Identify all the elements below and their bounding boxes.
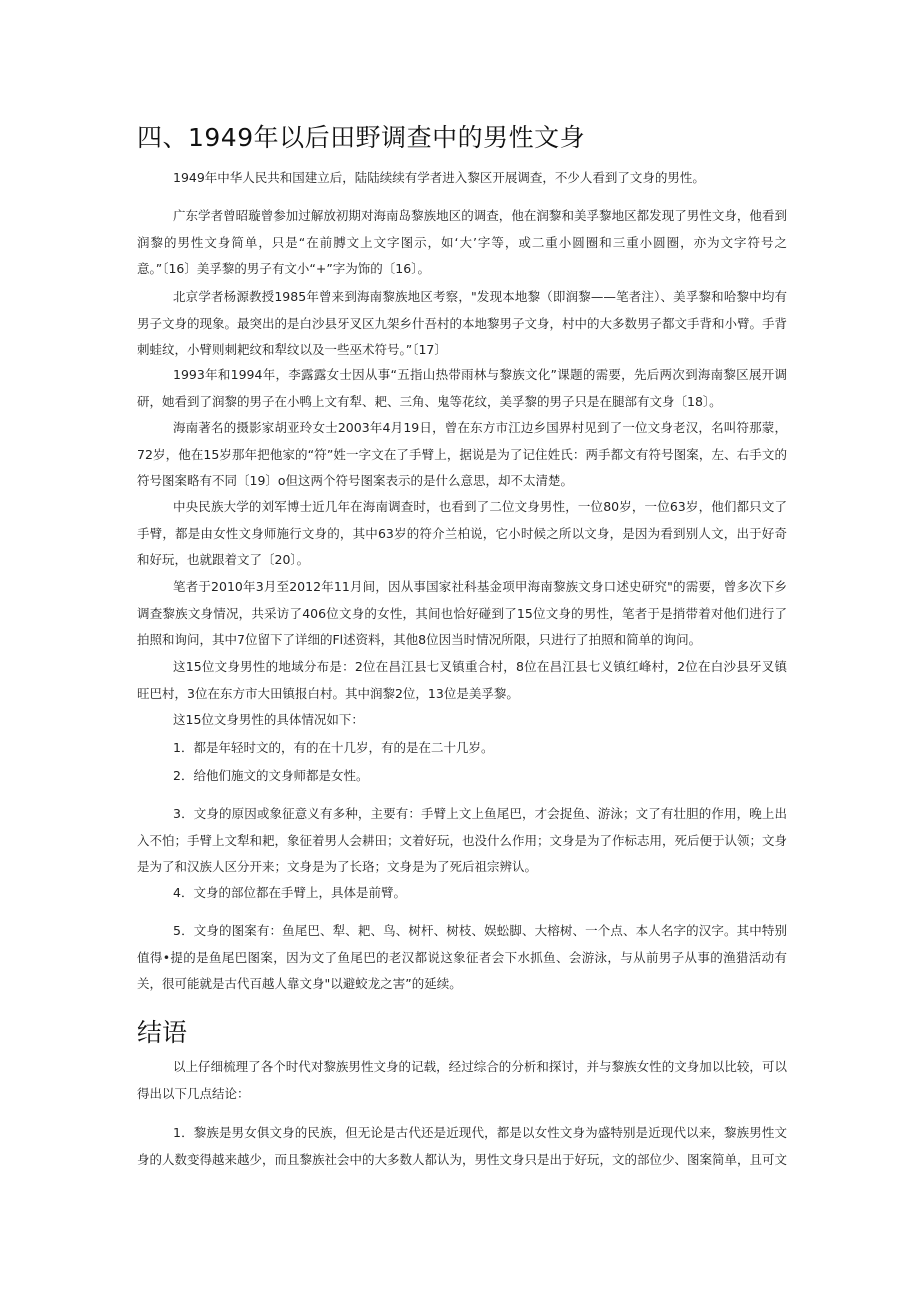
paragraph: 这15位文身男性的地域分布是：2位在昌江县七叉镇重合村，8位在昌江县七义镇红峰村，2位在白沙县牙叉镇旺巴村，3位在东方市大田镇报白村。其中润黎2位，13位是美孚黎。 — [137, 659, 787, 701]
paragraph: 1993年和1994年，李露露女士因从事“五指山热带雨林与黎族文化”课题的需要，先后两次到海南黎区展开调研，她看到了润黎的男子在小鸭上文有犁、耙、三角、鬼等花纹，美孚黎的男子只是在腿部有文身〔18〕。 — [137, 367, 787, 409]
paragraph: 北京学者杨源教授1985年曾来到海南黎族地区考察，"发现本地黎（即润黎——笔者注）、美孚黎和哈黎中均有男子文身的现象。最突出的是白沙县牙叉区九架乡什吾村的本地黎男子文身，村中的大多数男子都文手背和小臂。手背刺蛙纹，小臂则刺耙纹和犁纹以及一些巫术符号。”〔17〕 — [137, 289, 788, 357]
section-heading: 四、1949年以后田野调查中的男性文身 — [137, 123, 586, 152]
list-item: 5．文身的图案有：鱼尾巴、犁、耙、鸟、树杆、树枝、娱蚣脚、大榕树、一个点、本人名字的汉字。其中特别值得•提的是鱼尾巴图案，因为文了鱼尾巴的老汉都说这象征者会下水抓鱼、会游泳，与从前男子从事的渔猎活动有关，很可能就是古代百越人靠文身"以避蛟龙之害”的延续。 — [137, 923, 787, 991]
list-item: 1．黎族是男女俱文身的民族，但无论是古代还是近现代，都是以女性文身为盛特别是近现代以来，黎族男性文身的人数变得越来越少，而且黎族社会中的大多数人都认为，男性文身只是出于好玩，文的部位少、图案简单，且可文 — [137, 1125, 788, 1167]
paragraph: 以上仔细梳理了各个时代对黎族男性文身的记载，经过综合的分析和探讨，并与黎族女性的文身加以比较，可以得出以下几点结论： — [137, 1059, 787, 1101]
paragraph: 中央民族大学的刘军博士近几年在海南调查时，也看到了二位文身男性，一位80岁，一位63岁，他们都只文了手臂，都是由女性文身师施行文身的，其中63岁的符介兰柏说，它小时候之所以文身，是因为看到别人文，出于好奇和好玩，也就跟着文了〔20〕。 — [137, 499, 787, 567]
list-item: 3．文身的原因或象征意义有多种，主要有：手臂上文上鱼尾巴，才会捉鱼、游泳；文了有壮胆的作用，晚上出入不怕；手臂上文犁和耙，象征着男人会耕田；文着好玩，也没什么作用；文身是为了作标志用，死后便于认领；文身是为了和汉族人区分开来；文身是为了长珞；文身是为了死后祖宗辨认。 — [137, 806, 788, 874]
paragraph: 1949年中华人民共和国建立后，陆陆续续有学者进入黎区开展调查，不少人看到了文身的男性。 — [173, 170, 705, 185]
list-item: 4．文身的部位都在手臂上，具体是前臂。 — [173, 885, 406, 900]
paragraph: 海南著名的摄影家胡亚玲女士2003年4月19日，曾在东方市江边乡国界村见到了一位文身老汉，名叫符那蒙，72岁，他在15岁那年把他家的“符”姓一字文在了手臂上，据说是为了记住姓氏：两手都文有符号图案，左、右手文的符号图案略有不同〔19〕o但这两个符号图案表示的是什么意思，却不太清楚。 — [137, 420, 787, 488]
list-item: 1．都是年轻时文的，有的在十几岁，有的是在二十几岁。 — [173, 740, 494, 755]
list-item: 2．给他们施文的文身师都是女性。 — [173, 768, 369, 783]
paragraph: 广东学者曾昭璇曾参加过解放初期对海南岛黎族地区的调查，他在润黎和美孚黎地区都发现了男性文身，他看到润黎的男性文身简单，只是“在前膊文上文字图示，如‘大’字等，或二重小圆圈和三重小圆圈，亦为文字符号之意。”〔16〕美孚黎的男子有文小“+”字为饰的〔16〕。 — [137, 208, 787, 276]
paragraph: 笔者于2010年3月至2012年11月间，因从事国家社科基金项甲海南黎族文身口述史研究"的需要，曾多次下乡调查黎族文身情况，共采访了406位文身的女性，其间也恰好碰到了15位文身的男性，笔者于是捎带着对他们进行了拍照和询问，其中7位留下了详细的Fl述资料，其他8位因当时情况所限，只进行了拍照和简单的询问。 — [137, 579, 787, 647]
paragraph: 这15位文身男性的具体情况如下： — [173, 712, 364, 727]
conclusion-heading: 结语 — [137, 1018, 188, 1047]
